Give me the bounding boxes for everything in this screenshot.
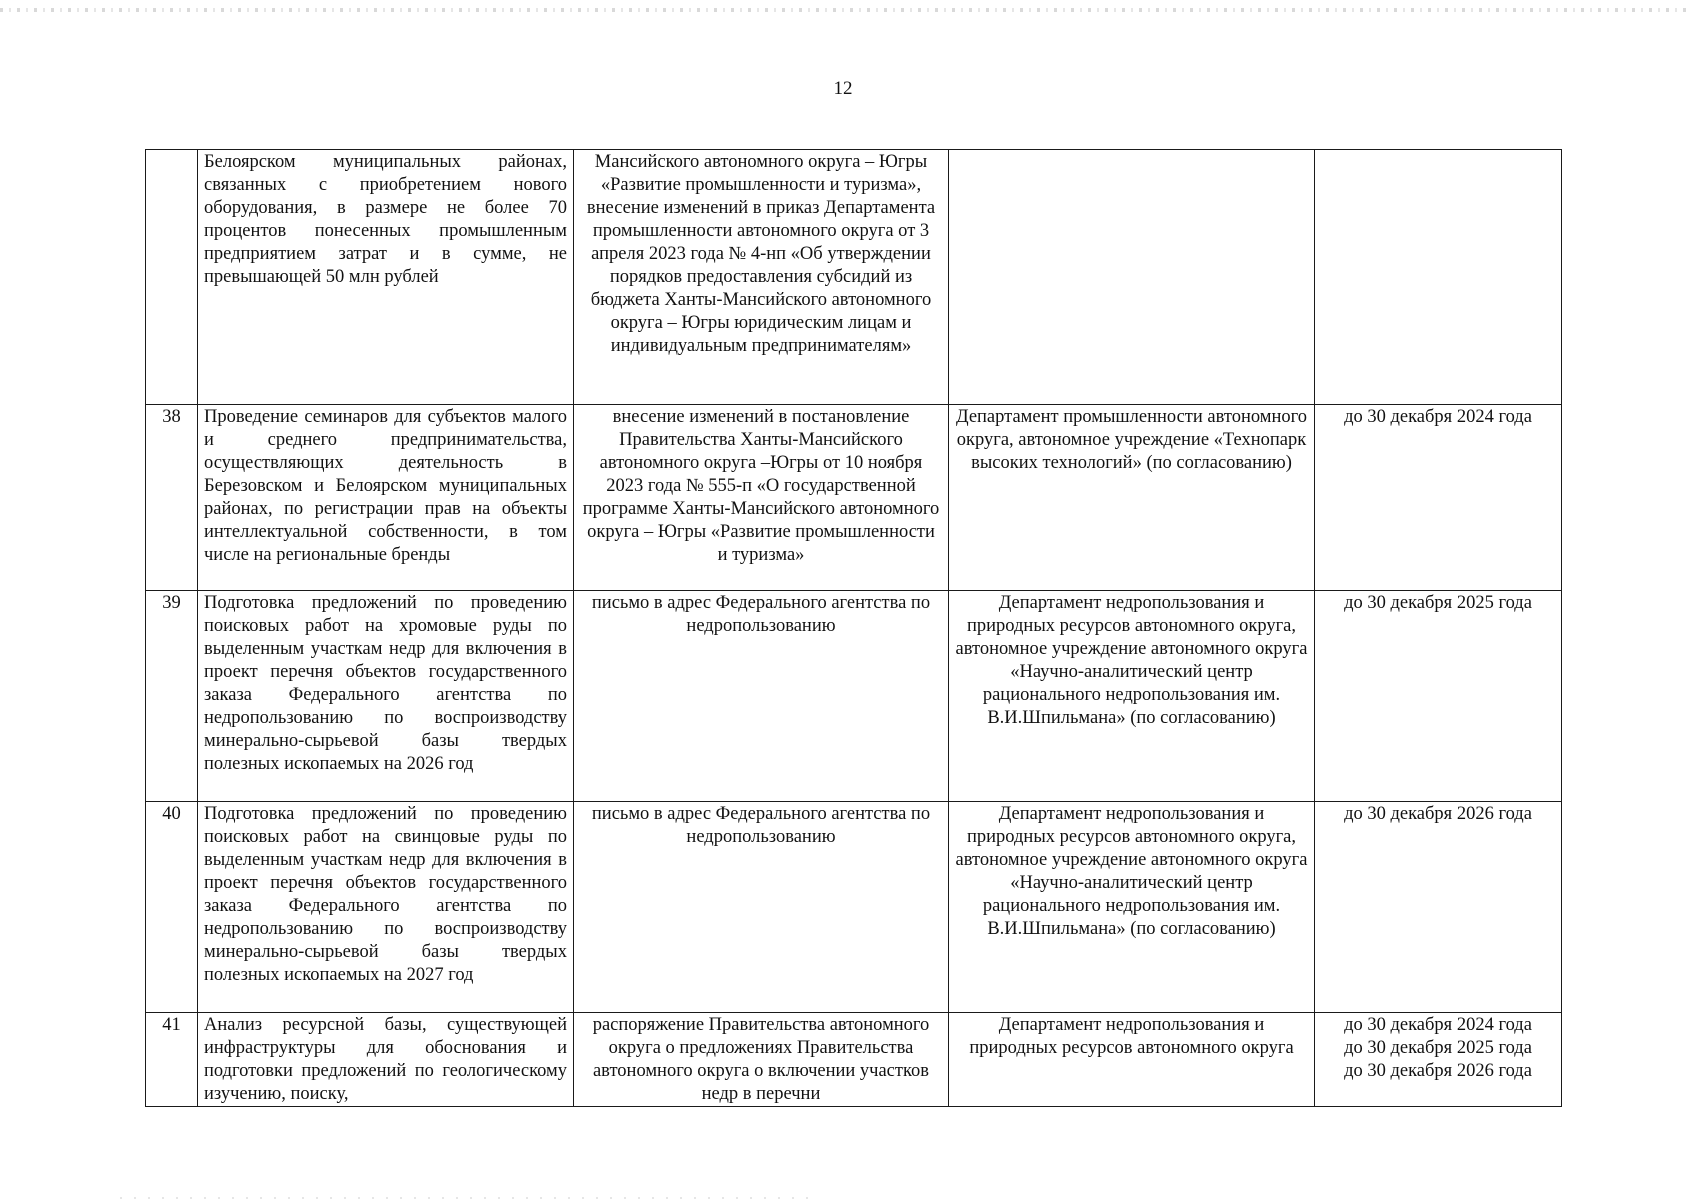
term-cell: до 30 декабря 2026 года — [1315, 802, 1562, 1013]
table-row — [146, 591, 1562, 802]
scan-edge-top — [0, 8, 1686, 12]
responsible-cell: Департамент недропользования и природных ресурсов автономного округа, автономное учреждение автономного округа «Научно-аналитический центр рационального недропользования им. В.И.Шпильмана» (по согласованию) — [949, 591, 1315, 802]
responsible-cell — [949, 150, 1315, 405]
term-line: до 30 декабря 2026 года — [1344, 1061, 1532, 1081]
action-cell: Подготовка предложений по проведению поисковых работ на свинцовые руды по выделенным участкам недр для включения в проект перечня объектов государственного заказа Федерального агентства по недропользованию по воспроизводству минерально-сырьевой базы твердых полезных ископаемых на 2027 год — [198, 802, 574, 1013]
row-number-cell — [146, 150, 198, 405]
row-number-cell: 41 — [146, 1013, 198, 1107]
action-cell: Подготовка предложений по проведению поисковых работ на хромовые руды по выделенным участкам недр для включения в проект перечня объектов государственного заказа Федерального агентства по недропользованию по воспроизводству минерально-сырьевой базы твердых полезных ископаемых на 2026 год — [198, 591, 574, 802]
table-row — [146, 802, 1562, 1013]
action-cell: Проведение семинаров для субъектов малого и среднего предпринимательства, осуществляющих деятельность в Березовском и Белоярском муниципальных районах, по регистрации прав на объекты интеллектуальной собственности, в том числе на региональные бренды — [198, 405, 574, 591]
row-number-cell: 38 — [146, 405, 198, 591]
row-number-cell: 40 — [146, 802, 198, 1013]
responsible-cell: Департамент недропользования и природных ресурсов автономного округа, автономное учреждение автономного округа «Научно-аналитический центр рационального недропользования им. В.И.Шпильмана» (по согласованию) — [949, 802, 1315, 1013]
scan-edge-bottom — [120, 1197, 820, 1199]
document-cell: Мансийского автономного округа – Югры «Развитие промышленности и туризма», внесение изменений в приказ Департамента промышленности автономного округа от 3 апреля 2023 года № 4-нп «Об утверждении порядков предоставления субсидий из бюджета Ханты-Мансийского автономного округа – Югры юридическим лицам и индивидуальным предпринимателям» — [574, 150, 949, 405]
document-cell: распоряжение Правительства автономного округа о предложениях Правительства автономного округа о включении участков недр в перечни — [574, 1013, 949, 1107]
responsible-cell: Департамент недропользования и природных ресурсов автономного округа — [949, 1013, 1315, 1107]
table-row — [146, 150, 1562, 405]
term-cell — [1315, 1013, 1562, 1107]
action-cell: Белоярском муниципальных районах, связанных с приобретением нового оборудования, в размере не более 70 процентов понесенных промышленным предприятием затрат и в сумме, не превышающей 50 млн рублей — [198, 150, 574, 405]
page-number: 12 — [833, 78, 853, 99]
plan-table — [145, 149, 1562, 1107]
term-cell: до 30 декабря 2024 года — [1315, 405, 1562, 591]
document-cell: письмо в адрес Федерального агентства по недропользованию — [574, 591, 949, 802]
responsible-cell: Департамент промышленности автономного округа, автономное учреждение «Технопарк высоких технологий» (по согласованию) — [949, 405, 1315, 591]
row-number-cell: 39 — [146, 591, 198, 802]
term-cell — [1315, 150, 1562, 405]
table-row — [146, 1013, 1562, 1107]
term-cell: до 30 декабря 2025 года — [1315, 591, 1562, 802]
document-cell: письмо в адрес Федерального агентства по недропользованию — [574, 802, 949, 1013]
action-cell: Анализ ресурсной базы, существующей инфраструктуры для обоснования и подготовки предложений по геологическому изучению, поиску, — [198, 1013, 574, 1107]
document-cell: внесение изменений в постановление Правительства Ханты-Мансийского автономного округа –Югры от 10 ноября 2023 года № 555-п «О государственной программе Ханты-Мансийского автономного округа – Югры «Развитие промышленности и туризма» — [574, 405, 949, 591]
table-row — [146, 405, 1562, 591]
term-line: до 30 декабря 2025 года — [1344, 1038, 1532, 1058]
term-line: до 30 декабря 2024 года — [1344, 1015, 1532, 1035]
